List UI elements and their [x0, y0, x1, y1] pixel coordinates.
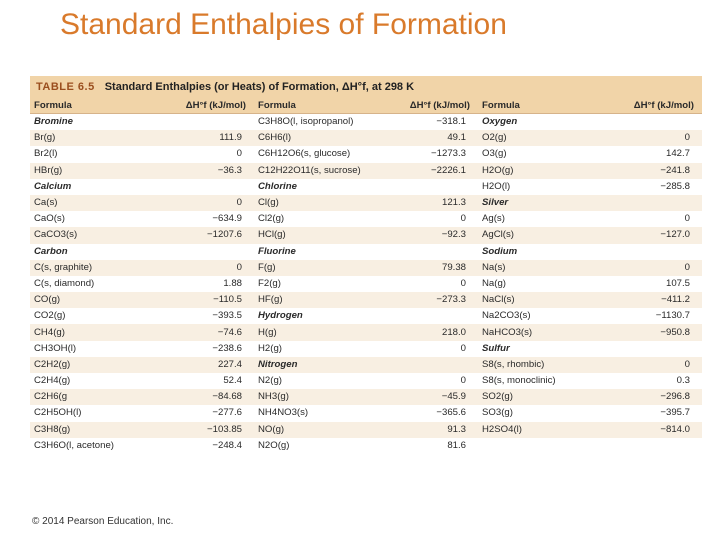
- formula-cell: S8(s, rhombic): [478, 357, 608, 373]
- formula-cell: HBr(g): [30, 163, 160, 179]
- table-row: [30, 244, 702, 260]
- enthalpy-value: −127.0: [608, 227, 702, 243]
- enthalpy-value: 1.88: [223, 277, 242, 289]
- formula-cell: F(g): [254, 260, 394, 276]
- enthalpy-value: [394, 357, 478, 373]
- copyright-notice: © 2014 Pearson Education, Inc.: [32, 516, 174, 527]
- element-category: Bromine: [34, 116, 73, 128]
- formula-cell: C6H6(l): [254, 130, 394, 146]
- element-category: Carbon: [34, 245, 68, 257]
- formula-cell: Ag(s): [482, 213, 505, 225]
- header-enthalpy: ΔH°f (kJ/mol): [394, 97, 478, 114]
- table-body: [30, 114, 702, 454]
- header-enthalpy: ΔH°f (kJ/mol): [608, 97, 702, 114]
- table-row: [30, 422, 702, 438]
- table-row: [30, 163, 702, 179]
- formula-cell: [478, 438, 608, 454]
- formula-cell: C3H6O(l, acetone): [34, 439, 114, 451]
- enthalpy-value: −1273.3: [431, 148, 466, 160]
- formula-cell: C(s, graphite): [30, 260, 160, 276]
- formula-cell: CH3OH(l): [34, 342, 77, 354]
- enthalpy-value: 142.7: [665, 148, 690, 160]
- enthalpy-value: 0: [236, 148, 242, 160]
- table-row: [30, 276, 702, 292]
- enthalpy-value: −950.8: [608, 324, 702, 340]
- table-row: [30, 146, 702, 162]
- formula-cell: SO3(g): [482, 407, 513, 419]
- formula-cell: H2(g): [258, 342, 282, 354]
- element-category: Silver: [478, 195, 608, 211]
- formula-cell: H2SO4(l): [478, 422, 608, 438]
- enthalpy-value: [608, 195, 702, 211]
- enthalpy-value: 0: [460, 213, 466, 225]
- formula-cell: C2H6(g: [30, 389, 160, 405]
- enthalpy-value: [608, 341, 702, 357]
- enthalpy-value: −634.9: [212, 213, 242, 225]
- enthalpy-value: 0.3: [676, 375, 690, 387]
- enthalpy-value: −365.6: [436, 407, 466, 419]
- table-header-row: [30, 97, 702, 114]
- element-category: Hydrogen: [258, 310, 303, 322]
- formula-cell: Cl2(g): [258, 213, 285, 225]
- enthalpy-value: −1130.7: [655, 310, 690, 322]
- enthalpy-value: −277.6: [212, 407, 242, 419]
- element-category: Sodium: [482, 245, 518, 257]
- table-row: [30, 389, 702, 405]
- table-row: [30, 211, 702, 227]
- enthalpy-value: [608, 114, 702, 131]
- table-row: [30, 195, 702, 211]
- element-category: Nitrogen: [254, 357, 394, 373]
- formula-cell: F2(g): [258, 277, 281, 289]
- header-enthalpy: ΔH°f (kJ/mol): [160, 97, 254, 114]
- enthalpy-value: 0: [460, 342, 466, 354]
- enthalpy-value: 227.4: [160, 357, 254, 373]
- enthalpy-value: −36.3: [160, 163, 254, 179]
- table-row: [30, 438, 702, 454]
- enthalpy-value: −411.2: [608, 292, 702, 308]
- enthalpy-value: 218.0: [394, 324, 478, 340]
- enthalpy-value: 0: [684, 213, 690, 225]
- enthalpy-value: −273.3: [394, 292, 478, 308]
- table-row: [30, 292, 702, 308]
- enthalpy-value: [608, 438, 702, 454]
- enthalpy-value: 0: [160, 260, 254, 276]
- enthalpy-table: [30, 76, 702, 454]
- enthalpy-value: 107.5: [665, 277, 690, 289]
- slide-title: Standard Enthalpies of Formation: [60, 8, 507, 41]
- enthalpy-value: −393.5: [212, 310, 242, 322]
- formula-cell: C(s, diamond): [34, 277, 95, 289]
- enthalpy-value: −2226.1: [394, 163, 478, 179]
- formula-cell: H(g): [254, 324, 394, 340]
- formula-cell: C2H2(g): [30, 357, 160, 373]
- enthalpy-value: [608, 244, 702, 260]
- enthalpy-value: −318.1: [436, 116, 466, 128]
- enthalpy-value: −241.8: [608, 163, 702, 179]
- table-row: [30, 308, 702, 324]
- formula-cell: Cl(g): [254, 195, 394, 211]
- formula-cell: CO2(g): [34, 310, 66, 322]
- formula-cell: CH4(g): [30, 324, 160, 340]
- header-formula: Formula: [254, 97, 394, 114]
- formula-cell: Br2(l): [34, 148, 58, 160]
- element-category: Fluorine: [258, 245, 296, 257]
- formula-cell: O2(g): [478, 130, 608, 146]
- formula-cell: Br(g): [30, 130, 160, 146]
- formula-cell: NH4NO3(s): [258, 407, 309, 419]
- formula-cell: Na(s): [478, 260, 608, 276]
- header-formula: Formula: [30, 97, 160, 114]
- enthalpy-value: −103.85: [160, 422, 254, 438]
- table-caption-text: Standard Enthalpies (or Heats) of Formation, ΔH°f, at 298 K: [104, 80, 415, 93]
- enthalpy-value: 0: [460, 375, 466, 387]
- formula-cell: NO(g): [254, 422, 394, 438]
- formula-cell: H2O(g): [478, 163, 608, 179]
- enthalpy-value: [160, 179, 254, 195]
- table-row: [30, 357, 702, 373]
- enthalpy-value: 91.3: [394, 422, 478, 438]
- formula-cell: C6H12O6(s, glucose): [258, 148, 351, 160]
- formula-cell: H2O(l): [482, 180, 511, 192]
- formula-cell: Na(g): [482, 277, 506, 289]
- formula-cell: NaCl(s): [478, 292, 608, 308]
- enthalpy-value: 121.3: [394, 195, 478, 211]
- enthalpy-value: [394, 244, 478, 260]
- formula-cell: C12H22O11(s, sucrose): [254, 163, 394, 179]
- enthalpy-value: [160, 244, 254, 260]
- table-row: [30, 405, 702, 421]
- enthalpy-value: −45.9: [394, 389, 478, 405]
- enthalpy-value: 111.9: [160, 130, 254, 146]
- element-category: Oxygen: [482, 116, 518, 128]
- enthalpy-value: 0: [460, 277, 466, 289]
- element-category: Calcium: [34, 180, 72, 192]
- enthalpy-value: [394, 308, 478, 324]
- formula-cell: CO(g): [30, 292, 160, 308]
- enthalpy-value: −74.6: [160, 324, 254, 340]
- table-row: [30, 227, 702, 243]
- table-row: [30, 373, 702, 389]
- formula-cell: HCl(g): [254, 227, 394, 243]
- enthalpy-value: 52.4: [223, 375, 242, 387]
- formula-cell: NH3(g): [254, 389, 394, 405]
- header-formula: Formula: [478, 97, 608, 114]
- table-caption: [30, 76, 702, 97]
- table-row: [30, 114, 702, 131]
- formula-cell: C3H8(g): [30, 422, 160, 438]
- formula-cell: N2O(g): [258, 439, 290, 451]
- formula-cell: AgCl(s): [478, 227, 608, 243]
- formula-cell: HF(g): [254, 292, 394, 308]
- enthalpy-value: 79.38: [394, 260, 478, 276]
- enthalpy-value: [160, 114, 254, 131]
- formula-cell: NaHCO3(s): [478, 324, 608, 340]
- formula-cell: O3(g): [482, 148, 507, 160]
- formula-cell: C2H4(g): [34, 375, 71, 387]
- enthalpy-value: 0: [608, 130, 702, 146]
- enthalpy-value: −1207.6: [160, 227, 254, 243]
- enthalpy-value: −92.3: [394, 227, 478, 243]
- enthalpy-value: 0: [160, 195, 254, 211]
- formula-cell: S8(s, monoclinic): [482, 375, 556, 387]
- enthalpy-value: [394, 179, 478, 195]
- enthalpy-value: −248.4: [212, 439, 242, 451]
- enthalpy-value: 49.1: [394, 130, 478, 146]
- element-category: Sulfur: [482, 342, 510, 354]
- enthalpy-value: −814.0: [608, 422, 702, 438]
- table-row: [30, 179, 702, 195]
- table-row: [30, 260, 702, 276]
- enthalpy-value: −395.7: [660, 407, 690, 419]
- table-row: [30, 324, 702, 340]
- formula-cell: N2(g): [258, 375, 282, 387]
- formula-cell: C2H5OH(l): [34, 407, 82, 419]
- formula-cell: CaO(s): [34, 213, 65, 225]
- table-row: [30, 341, 702, 357]
- enthalpy-value: 81.6: [447, 439, 466, 451]
- formula-cell: CaCO3(s): [30, 227, 160, 243]
- element-category: Chlorine: [258, 180, 297, 192]
- formula-cell: Ca(s): [30, 195, 160, 211]
- table-number: TABLE 6.5: [36, 80, 95, 93]
- formula-cell: SO2(g): [478, 389, 608, 405]
- enthalpy-value: −84.68: [160, 389, 254, 405]
- formula-cell: C3H8O(l, isopropanol): [258, 116, 354, 128]
- enthalpy-value: −296.8: [608, 389, 702, 405]
- enthalpy-value: −285.8: [660, 180, 690, 192]
- enthalpy-value: 0: [608, 260, 702, 276]
- table-row: [30, 130, 702, 146]
- formula-cell: Na2CO3(s): [482, 310, 531, 322]
- enthalpy-value: −110.5: [160, 292, 254, 308]
- enthalpy-value: −238.6: [212, 342, 242, 354]
- enthalpy-value: 0: [608, 357, 702, 373]
